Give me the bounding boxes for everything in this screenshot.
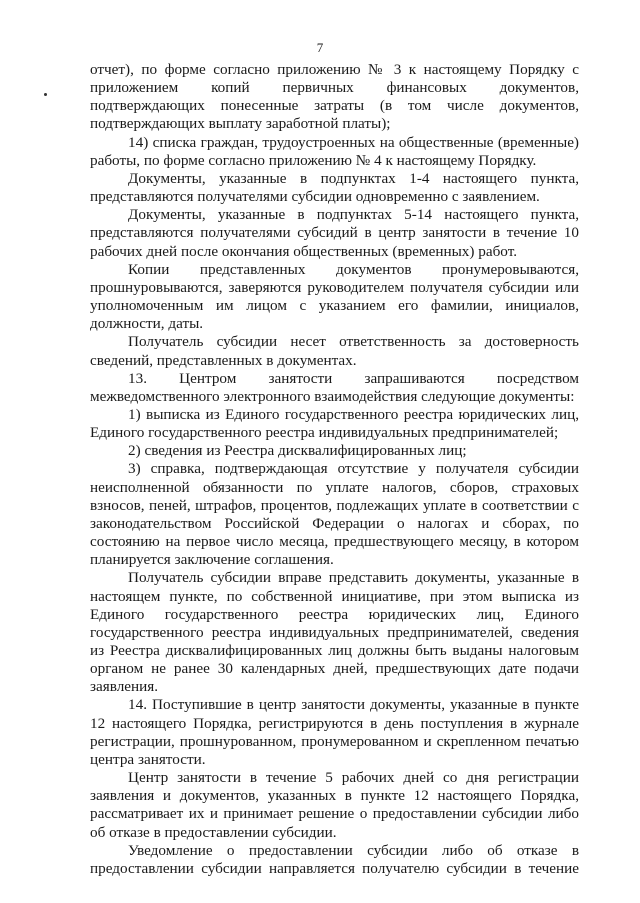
paragraph-item-2-disqualified: 2) сведения из Реестра дисквалифицированных лиц; bbox=[128, 442, 467, 460]
paragraph-item-3-tax-certificate: 3) справка, подтверждающая отсутствие у получателя субсидии неисполненной обязанности по уплате налогов, сборов, страховых взносов, пеней, штрафов, процентов, подлежащих уплате в соответствии с законодательством Российской Федерации о налогах и сборах, по состоянию на первое число месяца, предшествующего месяцу, в котором планируется заключение соглашения. bbox=[90, 460, 579, 569]
paragraph-item-1-egrul: 1) выписка из Единого государственного реестра юридических лиц, Единого государственного реестра индивидуальных предпринимателей; bbox=[90, 405, 579, 442]
paragraph-own-initiative: Получатель субсидии вправе представить документы, указанные в настоящем пункте, по собственной инициативе, при этом выписка из Единого государственного реестра юридических лиц, Единого государственного реестра индивидуальных предпринимателей, сведения из Реестра дисквалифицированных лиц должны быть выданы налоговым органом не ранее 30 календарных дней, предшествующих дате подачи заявления. bbox=[90, 569, 579, 696]
paragraph-copies-certification: Копии представленных документов пронумеровываются, прошнуровываются, заверяются руководителем получателя субсидии или уполномоченным им лицом с указанием его фамилии, инициалов, должности, даты. bbox=[90, 260, 579, 333]
paragraph-notification: Уведомление о предоставлении субсидии либо об отказе в предоставлении субсидии направляется получателю субсидии в течение bbox=[90, 841, 579, 877]
paragraph-report-attachments: отчет), по форме согласно приложению № 3 к настоящему Порядку с приложением копий первичных финансовых документов, подтверждающих понесенные затраты (в том числе документов, подтверждающих выплату заработной платы); bbox=[90, 61, 579, 133]
paragraph-responsibility: Получатель субсидии несет ответственность за достоверность сведений, представленных в документах. bbox=[90, 333, 579, 369]
paragraph-docs-1-4: Документы, указанные в подпунктах 1-4 настоящего пункта, представляются получателями субсидии одновременно с заявлением. bbox=[90, 169, 579, 206]
paragraph-docs-5-14: Документы, указанные в подпунктах 5-14 настоящего пункта, представляются получателями субсидий в центр занятости в течение 10 рабочих дней после окончания общественных (временных) работ. bbox=[90, 206, 579, 260]
page-number: 7 bbox=[316, 40, 324, 55]
document-body bbox=[90, 61, 579, 878]
paragraph-clause-14: 14. Поступившие в центр занятости документы, указанные в пункте 12 настоящего Порядка, регистрируются в день поступления в журнале регистрации, прошнурованном, пронумерованном и скрепленном печатью центра занятости. bbox=[90, 696, 579, 768]
paragraph-item-14-citizens-list: 14) списка граждан, трудоустроенных на общественные (временные) работы, по форме согласно приложению № 4 к настоящему Порядку. bbox=[90, 133, 579, 169]
paragraph-clause-13: 13. Центром занятости запрашиваются посредством межведомственного электронного взаимодействия следующие документы: bbox=[90, 369, 579, 405]
paragraph-review-period: Центр занятости в течение 5 рабочих дней со дня регистрации заявления и документов, указанных в пункте 12 настоящего Порядка, рассматривает их и принимает решение о предоставлении субсидии либо об отказе в предоставлении субсидии. bbox=[90, 769, 579, 841]
scan-artifact-dot bbox=[44, 93, 47, 96]
